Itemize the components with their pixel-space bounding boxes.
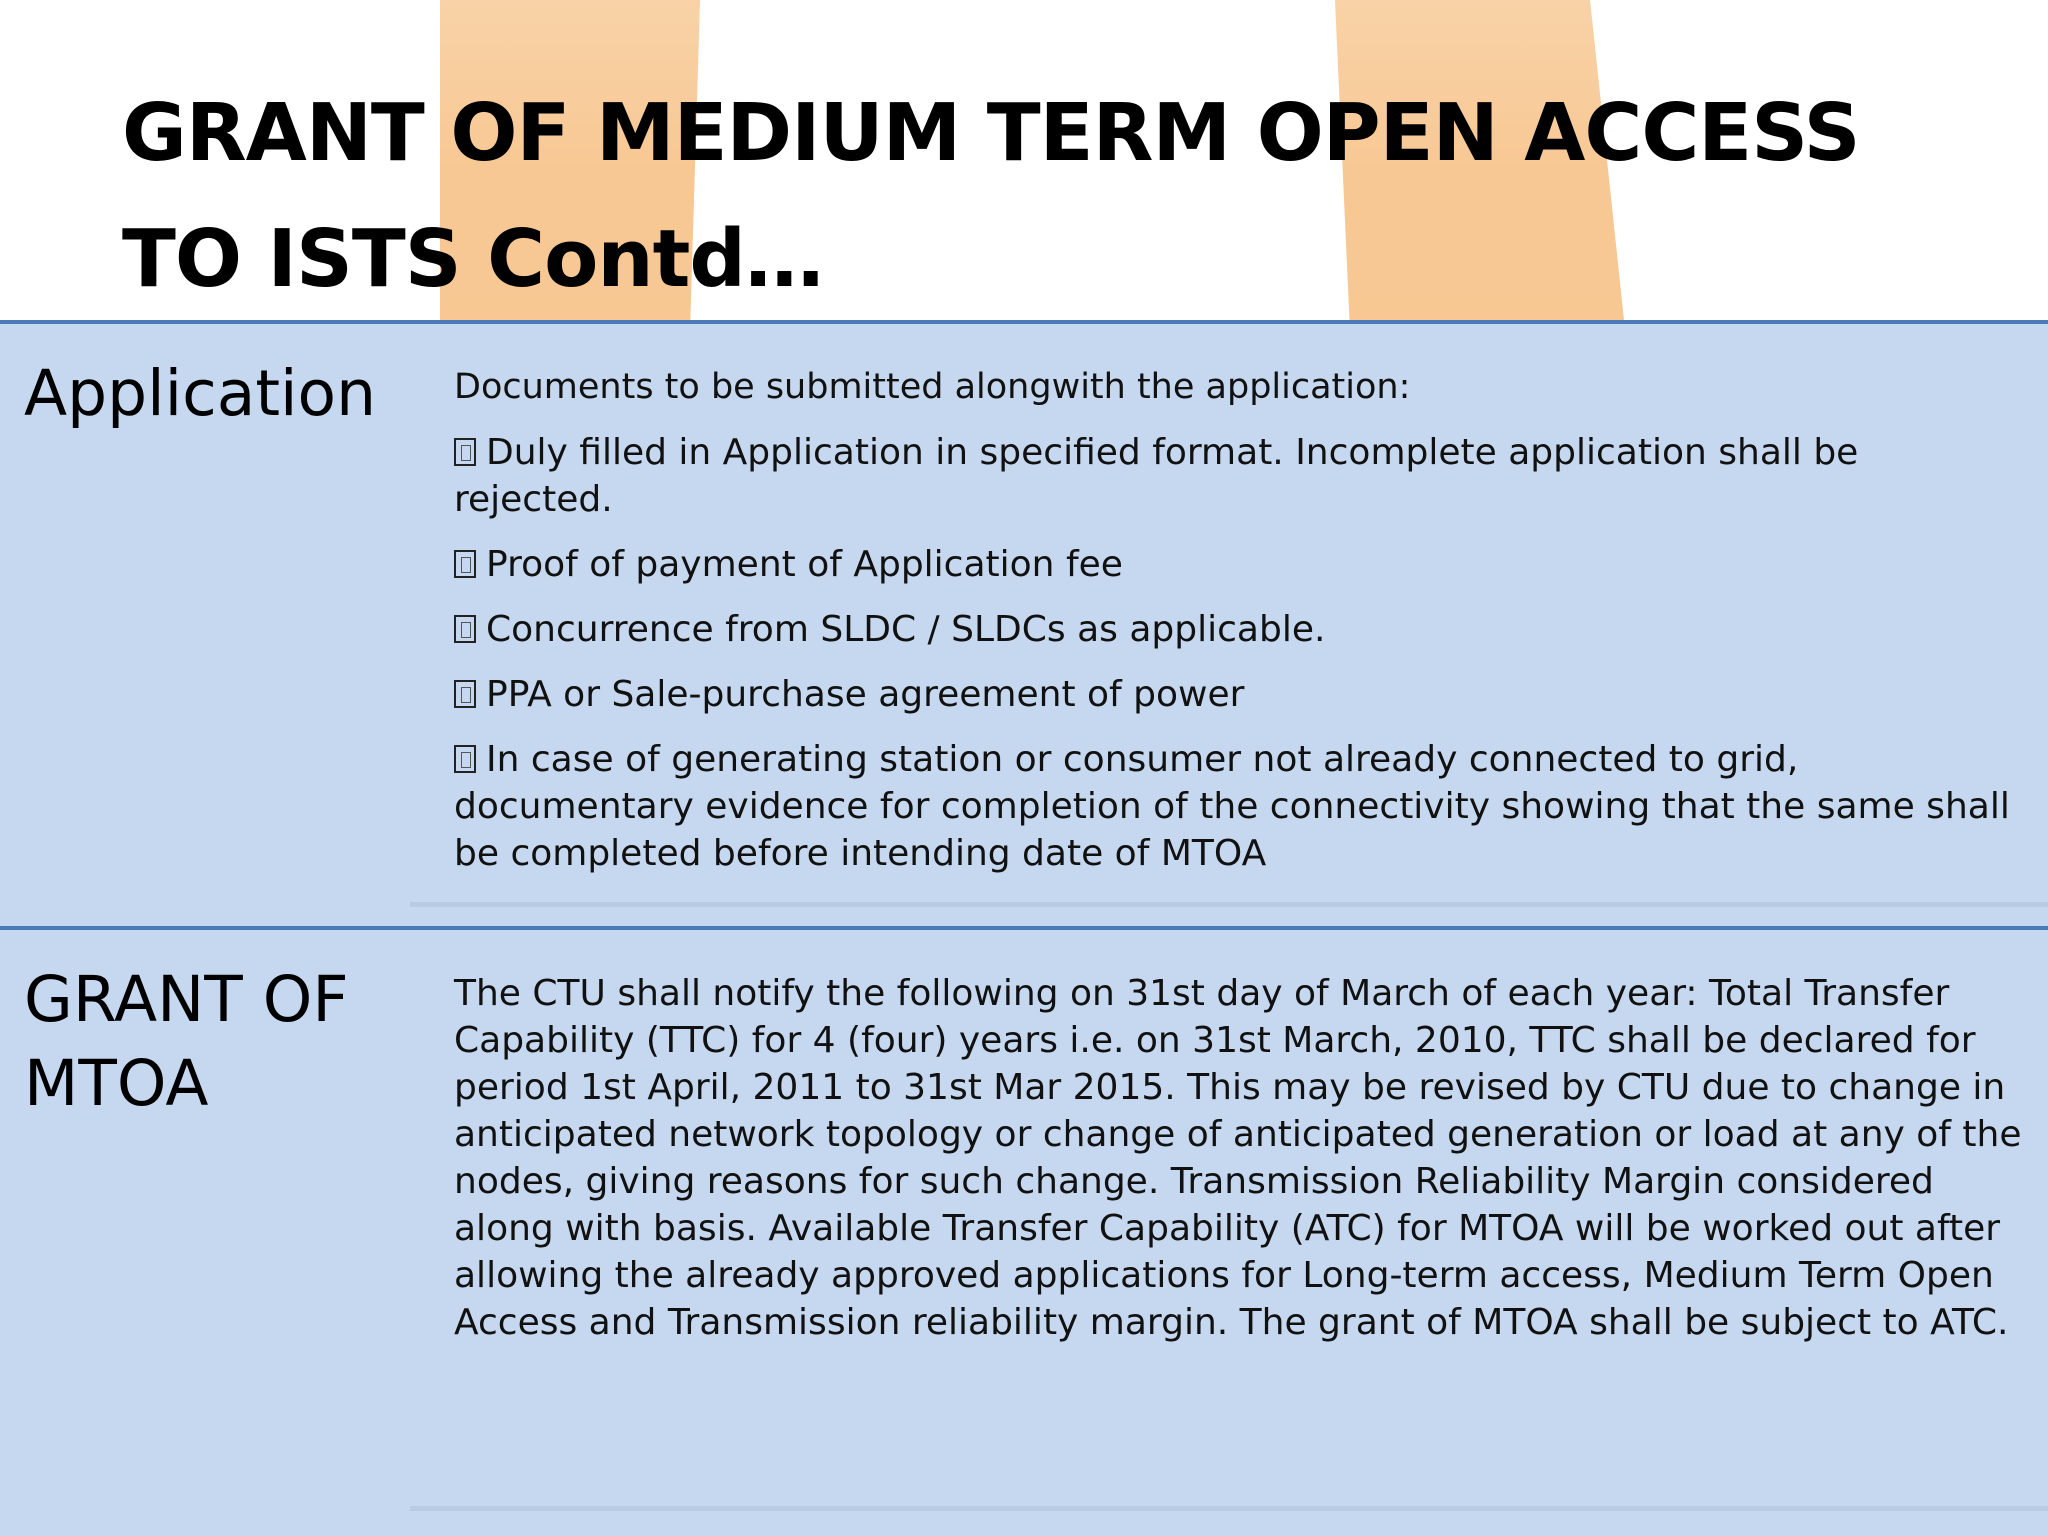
section-divider	[410, 902, 2048, 907]
list-item	[454, 606, 2024, 653]
missing-glyph-bullet-icon	[454, 550, 476, 578]
missing-glyph-bullet-icon	[454, 615, 476, 643]
missing-glyph-bullet-icon	[454, 745, 476, 773]
grant-of-mtoa-label-line-1: GRANT OF	[24, 963, 349, 1036]
application-intro: Documents to be submitted alongwith the application:	[454, 367, 1411, 407]
list-item	[454, 736, 2024, 877]
list-item	[454, 671, 2024, 718]
list-item-text: PPA or Sale-purchase agreement of power	[486, 674, 1245, 715]
grant-of-mtoa-label-line-2: MTOA	[24, 1047, 209, 1120]
list-item	[454, 429, 2024, 523]
application-body	[454, 364, 2024, 895]
grant-of-mtoa-body	[454, 970, 2024, 1346]
list-item-text: Duly filled in Application in specified format. Incomplete application shall be rejected.	[454, 432, 1859, 520]
slide-title-line-1: GRANT OF MEDIUM TERM OPEN ACCESS	[122, 87, 1860, 179]
list-item-text: Concurrence from SLDC / SLDCs as applicable.	[486, 609, 1326, 650]
list-item-text: In case of generating station or consumer not already connected to grid, documentary evidence for completion of the connectivity showing that the same shall be completed before intending date of MTOA	[454, 739, 2010, 874]
grant-of-mtoa-label	[24, 958, 404, 1126]
slide-title-line-2: TO ISTS Contd…	[122, 213, 823, 305]
grant-of-mtoa-paragraph: The CTU shall notify the following on 31st day of March of each year: Total Transfer Capability (TTC) for 4 (four) years i.e. on 31st March, 2010, TTC shall be declared for period 1st April, 2011 to 31st Mar 2015. This may be revised by CTU due to change in anticipated network topology or change of anticipated generation or load at any of the nodes, giving reasons for such change. Transmission Reliability Margin considered along with basis. Available Transfer Capability (ATC) for MTOA will be worked out after allowing the already approved applications for Long-term access, Medium Term Open Access and Transmission reliability margin. The grant of MTOA shall be subject to ATC.	[454, 973, 2022, 1343]
missing-glyph-bullet-icon	[454, 438, 476, 466]
grant-of-mtoa-section	[0, 926, 2048, 1536]
section-divider	[410, 1506, 2048, 1511]
application-label: Application	[24, 357, 377, 430]
list-item-text: Proof of payment of Application fee	[486, 544, 1123, 585]
slide-title	[122, 70, 2022, 322]
list-item	[454, 541, 2024, 588]
application-section	[0, 320, 2048, 930]
missing-glyph-bullet-icon	[454, 680, 476, 708]
